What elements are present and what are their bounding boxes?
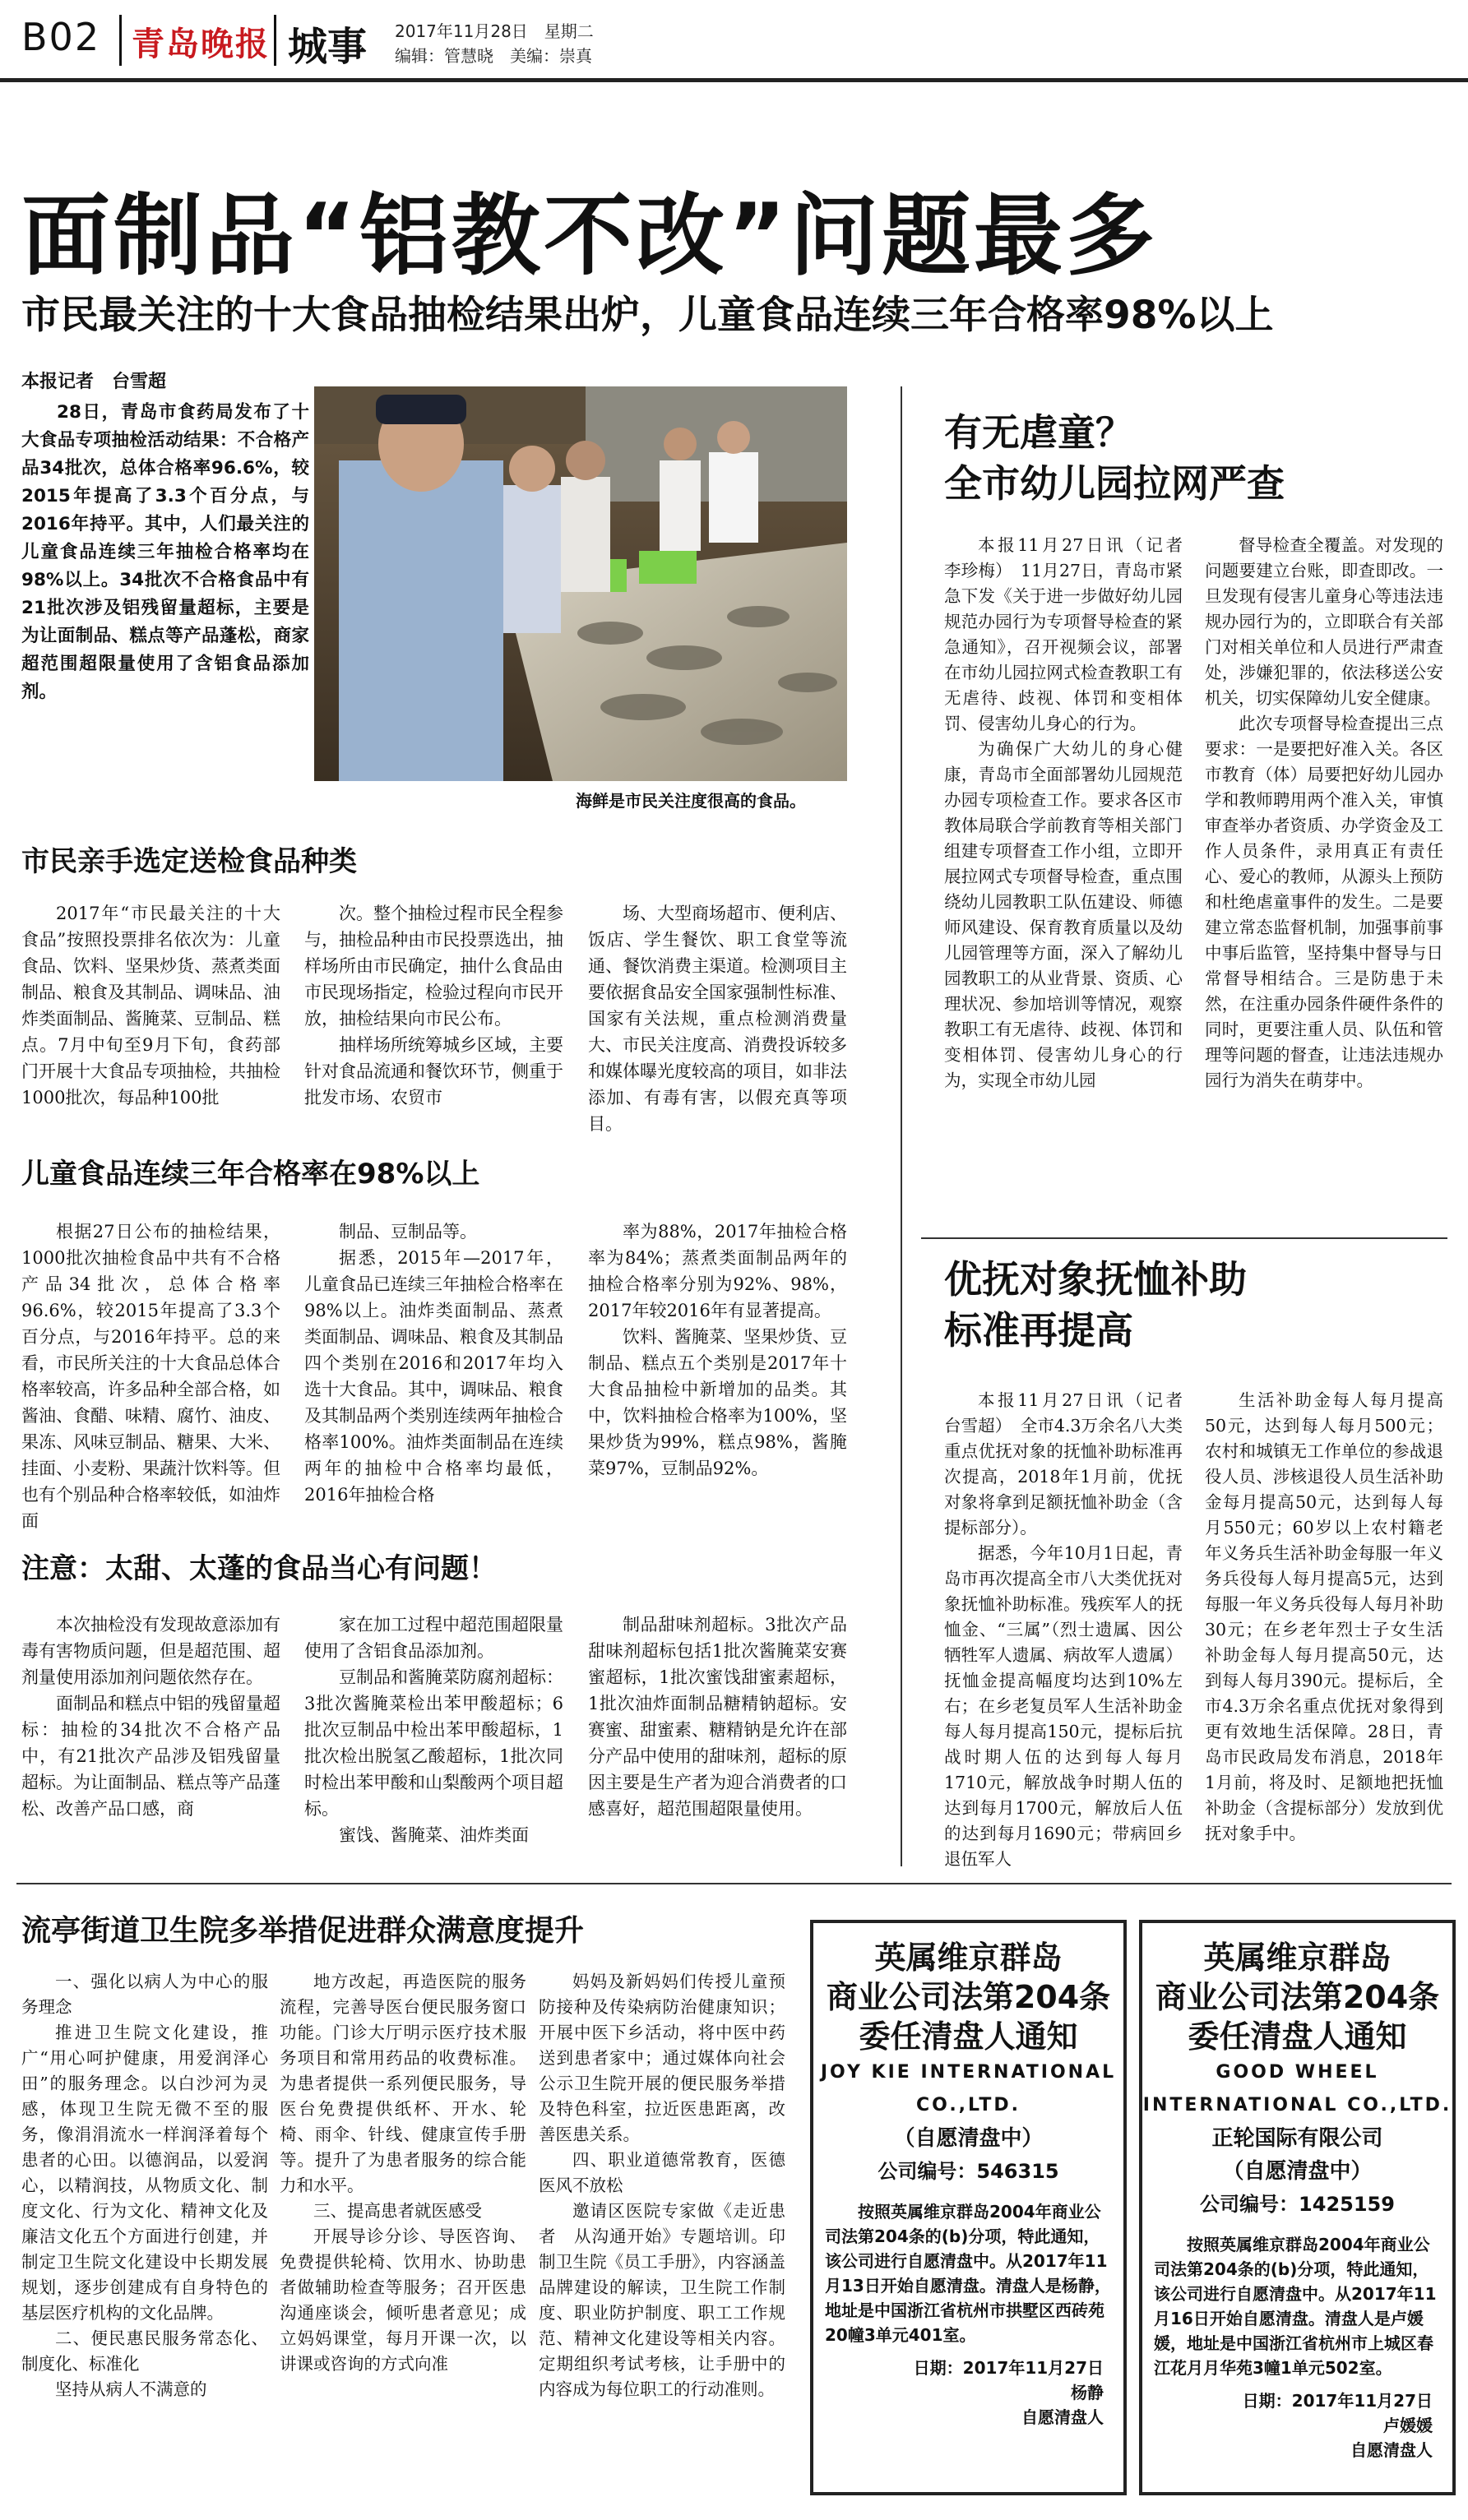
paragraph: 本报11月27日讯（记者 台雪超） 全市4.3万余名八大类重点优抚对象的抚恤补助标准再次提高，2018年1月前，优抚对象将拿到足额抚恤补助金（含提标部分）。 — [944, 1390, 1200, 1537]
notice-title-line: 商业公司法第204条 — [826, 1979, 1111, 2015]
paragraph: 根据27日公布的抽检结果，1000批次抽检食品中共有不合格产品34批次，总体合格率96.6%，较2015年提高了3.3个百分点，与2016年持平。总的来看，市民所关注的十大食品总体合格率较高，许多品种全部合格，如酱油、食醋、味精、腐竹、油皮、果冻、风味豆制品、糖果、大米、挂面、小麦粉、果蔬汁饮料等。但也有个别品种合格率较低，如油炸面 — [21, 1222, 280, 1531]
notice-body: 按照英属维京群岛2004年商业公司法第204条的(b)分项，特此通知，该公司进行自愿清盘中。从2017年11月13日开始自愿清盘。清盘人是杨静，地址是中国浙江省杭州市拱墅区西砖苑20幢3单元401室。 — [825, 2202, 1111, 2345]
section-1-column-1 — [21, 900, 280, 1139]
header-divider — [119, 15, 122, 66]
column-divider — [901, 386, 902, 1866]
company-english-name: JOY KIE INTERNATIONAL — [820, 2062, 1117, 2083]
paragraph: 率为88%，2017年抽检合格率为84%；蒸煮类面制品两年的抽检合格率分别为92%、98%，2017年较2016年有显著提高。 — [588, 1222, 847, 1320]
story-2-headline-line-2: 全市幼儿园拉网严查 — [944, 461, 1285, 506]
paragraph: 豆制品和酱腌菜防腐剂超标：3批次酱腌菜检出苯甲酸超标；6批次豆制品中检出苯甲酸超标，1批次检出脱氢乙酸超标，1批次同时检出苯甲酸和山梨酸两个项目超标。 — [304, 1667, 563, 1819]
paragraph: 据悉，2015年—2017年，儿童食品已连续三年抽检合格率在98%以上。油炸类面制品、蒸煮类面制品、调味品、粮食及其制品四个类别在2016和2017年均入选十大食品。其中，调味品、粮食及其制品两个类别连续两年抽检合格率100%。油炸类面制品在连续两年的抽检中合格率均最低，2016年抽检合格 — [304, 1248, 563, 1505]
story-divider — [921, 1237, 1447, 1239]
paragraph: 据悉，今年10月1日起，青岛市再次提高全市八大类优抚对象抚恤补助标准。残疾军人的抚恤金、“三属”（烈士遗属、因公牺牲军人遗属、病故军人遗属）抚恤金提高幅度均达到10%左右；在乡老复员军人生活补助金每人每月提高150元，提标后抗战时期人伍的达到每人每月1710元，解放战争时期人伍的达到每月1700元，解放后人伍的达到每月1690元；带病回乡退伍军人 — [944, 1543, 1183, 1869]
section-1-column-2 — [304, 900, 563, 1139]
story-4-column-2 — [280, 1969, 526, 2504]
notice-date: 日期：2017年11月27日 — [913, 2358, 1104, 2378]
paragraph: 四、职业道德常教育，医德医风不放松 — [539, 2150, 785, 2195]
bottom-section-rule — [16, 1883, 1452, 1884]
story-3-column-1 — [944, 1388, 1200, 1869]
newspaper-logo: 青岛晚报 — [132, 25, 270, 63]
paragraph: 二、便民惠民服务常态化、制度化、标准化 — [21, 2328, 268, 2374]
news-photo — [314, 386, 847, 781]
section-2-column-3 — [588, 1218, 847, 1531]
paragraph: 地方改起，再造医院的服务流程，完善导医台便民服务窗口功能。门诊大厅明示医疗技术服务项目和常用药品的收费标准。为患者提供一系列便民服务，导医台免费提供纸杯、开水、轮椅、雨伞、针线、健康宣传手册等。提升了为患者服务的综合能力和水平。 — [280, 1972, 526, 2195]
paragraph: 本次抽检没有发现故意添加有毒有害物质问题，但是超范围、超剂量使用添加剂问题依然存在。 — [21, 1615, 280, 1687]
story-3-headline-line-1: 优抚对象抚恤补助 — [944, 1257, 1247, 1302]
notice-title-line: 委任清盘人通知 — [1188, 2018, 1407, 2055]
paragraph: 制品、豆制品等。 — [339, 1222, 477, 1242]
liquidation-status: （自愿清盘中） — [1222, 2159, 1373, 2184]
section-3-column-3 — [588, 1611, 847, 1850]
section-3-column-2 — [304, 1611, 563, 1850]
story-4-column-1 — [21, 1969, 268, 2504]
section-name: 城事 — [288, 24, 368, 70]
paragraph: 开展导诊分诊、导医咨询、免费提供轮椅、饮用水、协助患者做辅助检查等服务；召开医患沟通座谈会，倾听患者意见；成立妈妈课堂，每月开课一次，以讲课或咨询的方式向准 — [280, 2226, 526, 2374]
notice-date: 日期：2017年11月27日 — [1242, 2391, 1433, 2411]
lead-paragraph-box — [21, 399, 309, 769]
notice-title-line: 商业公司法第204条 — [1155, 1979, 1440, 2015]
paragraph: 一、强化以病人为中心的服务理念 — [21, 1972, 268, 2017]
paragraph: 督导检查全覆盖。对发现的问题要建立台账，即查即改。一旦发现有侵害儿童身心等违法违规办园行为的，立即联合有关部门对相关单位和人员进行严肃查处，涉嫌犯罪的，依法移送公安机关，切实保障幼儿安全健康。 — [1205, 535, 1443, 708]
story-3-column-2 — [1205, 1388, 1443, 1856]
section-3-column-1 — [21, 1611, 280, 1850]
paragraph: 饮料、酱腌菜、坚果炒货、豆制品、糕点五个类别是2017年十大食品抽检中新增加的品类。其中，饮料抽检合格率为100%，坚果炒货为99%，糕点98%，酱腌菜97%，豆制品92%。 — [588, 1327, 847, 1478]
paragraph: 家在加工过程中超范围超限量使用了含铝食品添加剂。 — [304, 1615, 563, 1661]
liquidation-notice-1 — [810, 1920, 1127, 2495]
notice-title-line: 委任清盘人通知 — [859, 2018, 1078, 2055]
paragraph: 蜜饯、酱腌菜、油炸类面 — [339, 1825, 529, 1845]
section-heading-2: 儿童食品连续三年合格率在98%以上 — [21, 1158, 480, 1191]
liquidator-name: 卢媛媛 — [1383, 2416, 1433, 2435]
photo-caption: 海鲜是市民关注度很高的食品。 — [576, 791, 806, 811]
company-number: 公司编号：546315 — [878, 2160, 1059, 2183]
section-2-column-1 — [21, 1218, 280, 1531]
byline: 本报记者 台雪超 — [21, 372, 167, 392]
lead-paragraph: 28日，青岛市食药局发布了十大食品专项抽检活动结果：不合格产品34批次，总体合格率96.6%，较2015年提高了3.3个百分点，与2016年持平。其中，人们最关注的儿童食品连续三年抽检合格率均在98%以上。34批次不合格食品中有21批次涉及铝残留量超标，主要是为让面制品、糕点等产品蓬松，商家超范围超限量使用了含铝食品添加剂。 — [21, 402, 309, 702]
header-rule — [0, 78, 1468, 82]
story-2-column-1 — [944, 533, 1200, 1223]
paragraph: 坚持从病人不满意的 — [55, 2379, 207, 2399]
liquidation-status: （自愿清盘中） — [893, 2126, 1044, 2151]
company-english-name: CO.,LTD. — [915, 2095, 1021, 2115]
editor-credits: 编辑：管慧晓 美编：崇真 — [395, 46, 592, 66]
story-3-headline — [944, 1254, 1247, 1356]
story-2-headline — [944, 407, 1285, 509]
notice-title-line: 英属维京群岛 — [1203, 1940, 1392, 1976]
paragraph: 场、大型商场超市、便利店、饭店、学生餐饮、职工食堂等流通、餐饮消费主渠道。检测项目主要依据食品安全国家强制性标准、国家有关法规，重点检测消费量大、市民关注度高、消费投诉较多和媒体曝光度较高的项目，如非法添加、有毒有害，以假充真等项目。 — [588, 904, 847, 1134]
liquidation-notice-2 — [1139, 1920, 1456, 2495]
company-number: 公司编号：1425159 — [1200, 2193, 1395, 2216]
section-1-column-3 — [588, 900, 847, 1139]
company-chinese-name: 正轮国际有限公司 — [1211, 2126, 1383, 2151]
seafood-market-photo — [314, 386, 847, 781]
paragraph: 次。整个抽检过程市民全程参与，抽检品种由市民投票选出，抽样场所由市民确定，抽什么食品由市民现场指定，检验过程向市民开放，抽检结果向市民公布。 — [304, 904, 563, 1029]
main-headline: 面制品“铝教不改”问题最多 — [21, 185, 1158, 288]
paragraph: 妈妈及新妈妈们传授儿童预防接种及传染病防治健康知识；开展中医下乡活动，将中医中药送到患者家中；通过媒体向社会公示卫生院开展的便民服务举措及特色科室，拉近医患距离，改善医患关系。 — [539, 1972, 785, 2144]
paragraph: 本报11月27日讯（记者 李珍梅） 11月27日，青岛市紧急下发《关于进一步做好幼儿园规范办园行为专项督导检查的紧急通知》，召开视频会议，部署在市幼儿园拉网式检查教职工有无虐待、歧视、体罚和变相体罚、侵害幼儿身心的行为。 — [944, 535, 1200, 733]
story-4-headline: 流亭街道卫生院多举措促进群众满意度提升 — [21, 1914, 585, 1948]
story-2-headline-line-1: 有无虐童？ — [944, 410, 1133, 455]
paragraph: 此次专项督导检查提出三点要求：一是要把好准入关。各区市教育（体）局要把好幼儿园办学和教师聘用两个准入关，审慎审查举办者资质、办学资金及工作人员条件，录用真正有责任心、爱心的教师，从源头上预防和杜绝虐童事件的发生。二是要建立常态监督机制，加强事前事中事后监管，坚持集中督导与日常督导相结合。三是防患于未然，在注重办园条件硬件条件的同时，更要注重人员、队伍和管理等问题的督查，让违法违规办园行为消失在萌芽中。 — [1205, 714, 1443, 1090]
paragraph: 制品甜味剂超标。3批次产品甜味剂超标包括1批次酱腌菜安赛蜜超标，1批次蜜饯甜蜜素超标，1批次油炸面制品糖精钠超标。安赛蜜、甜蜜素、糖精钠是允许在部分产品中使用的甜味剂，超标的原因主要是生产者为迎合消费者的口感喜好，超范围超限量使用。 — [588, 1615, 847, 1819]
issue-date: 2017年11月28日 星期二 — [395, 21, 594, 41]
story-2-column-2 — [1205, 533, 1443, 1223]
liquidator-name: 杨静 — [1071, 2383, 1104, 2402]
section-heading-3: 注意：太甜、太蓬的食品当心有问题！ — [21, 1552, 497, 1585]
page-number: B02 — [21, 15, 101, 59]
main-subheadline: 市民最关注的十大食品抽检结果出炉，儿童食品连续三年合格率98%以上 — [21, 293, 1274, 338]
paragraph: 为确保广大幼儿的身心健康，青岛市全面部署幼儿园规范办园专项检查工作。要求各区市教体局联合学前教育等相关部门组建专项督查工作小组，立即开展拉网式专项督导检查，重点围绕幼儿园教职工队伍建设、师德师风建设、保育教育质量以及幼儿园管理等方面，深入了解幼儿园教职工的从业背景、资质、心理状况、参加培训等情况，观察教职工有无虐待、歧视、体罚和变相体罚、侵害幼儿身心的行为，实现全市幼儿园 — [944, 739, 1183, 1090]
notice-body: 按照英属维京群岛2004年商业公司法第204条的(b)分项，特此通知，该公司进行自愿清盘中。从2017年11月16日开始自愿清盘。清盘人是卢媛媛，地址是中国浙江省杭州市上城区春江花月月华苑3幢1单元502室。 — [1154, 2235, 1437, 2378]
section-heading-1: 市民亲手选定送检食品种类 — [21, 845, 357, 878]
paragraph: 三、提高患者就医感受 — [313, 2201, 482, 2221]
paragraph: 抽样场所统筹城乡区域，主要针对食品流通和餐饮环节，侧重于批发市场、农贸市 — [304, 1035, 563, 1107]
company-english-name: GOOD WHEEL — [1216, 2062, 1379, 2083]
paragraph: 生活补助金每人每月提高50元，达到每人每月500元；农村和城镇无工作单位的参战退役人员、涉核退役人员生活补助金每月提高50元，达到每人每月550元；60岁以上农村籍老年义务兵生活补助金每服一年义务兵役每人每月提高5元，达到每服一年义务兵役每人每月补助30元；在乡老年烈士子女生活补助金每人每月提高50元，达到每人每月390元。提标后，全市4.3万余名重点优抚对象得到更有效地生活保障。28日，青岛市民政局发布消息，2018年1月前，将及时、足额地把抚恤补助金（含提标部分）发放到优抚对象手中。 — [1205, 1390, 1443, 1843]
paragraph: 2017年“市民最关注的十大食品”按照投票排名依次为：儿童食品、饮料、坚果炒货、蒸煮类面制品、粮食及其制品、调味品、油炸类面制品、酱腌菜、豆制品、糕点。7月中旬至9月下旬，食药部门开展十大食品专项抽检，共抽检1000批次，每品种100批 — [21, 904, 280, 1107]
liquidator-role: 自愿清盘人 — [1350, 2440, 1433, 2460]
story-4-column-3 — [539, 1969, 785, 2504]
notice-title-line: 英属维京群岛 — [874, 1940, 1063, 1976]
paragraph: 面制品和糕点中铝的残留量超标：抽检的34批次不合格产品中，有21批次产品涉及铝残留量超标。为让面制品、糕点等产品蓬松、改善产品口感，商 — [21, 1694, 280, 1819]
section-2-column-2 — [304, 1218, 563, 1531]
liquidator-role: 自愿清盘人 — [1021, 2407, 1104, 2427]
story-3-headline-line-2: 标准再提高 — [944, 1308, 1133, 1352]
company-english-name: INTERNATIONAL CO.,LTD. — [1142, 2095, 1452, 2115]
paragraph: 推进卫生院文化建设，推广“用心呵护健康，用爱润泽心田”的服务理念。以白沙河为灵感，体现卫生院无微不至的服务，像涓涓流水一样润泽着每个患者的心田。以德润品，以爱润心，以精润技，从物质文化、制度文化、行为文化、精神文化及廉洁文化五个方面进行创建，并制定卫生院文化建设中长期发展规划，逐步创建成有自身特色的基层医疗机构的文化品牌。 — [21, 2023, 268, 2323]
paragraph: 邀请区医院专家做《走近患者 从沟通开始》专题培训。印制卫生院《员工手册》，内容涵盖品牌建设的解读，卫生院工作制度、职业防护制度、职工工作规范、精神文化建设等相关内容。定期组织考试考核，让手册中的内容成为每位职工的行动准则。 — [539, 2201, 785, 2399]
header-divider — [274, 15, 276, 66]
